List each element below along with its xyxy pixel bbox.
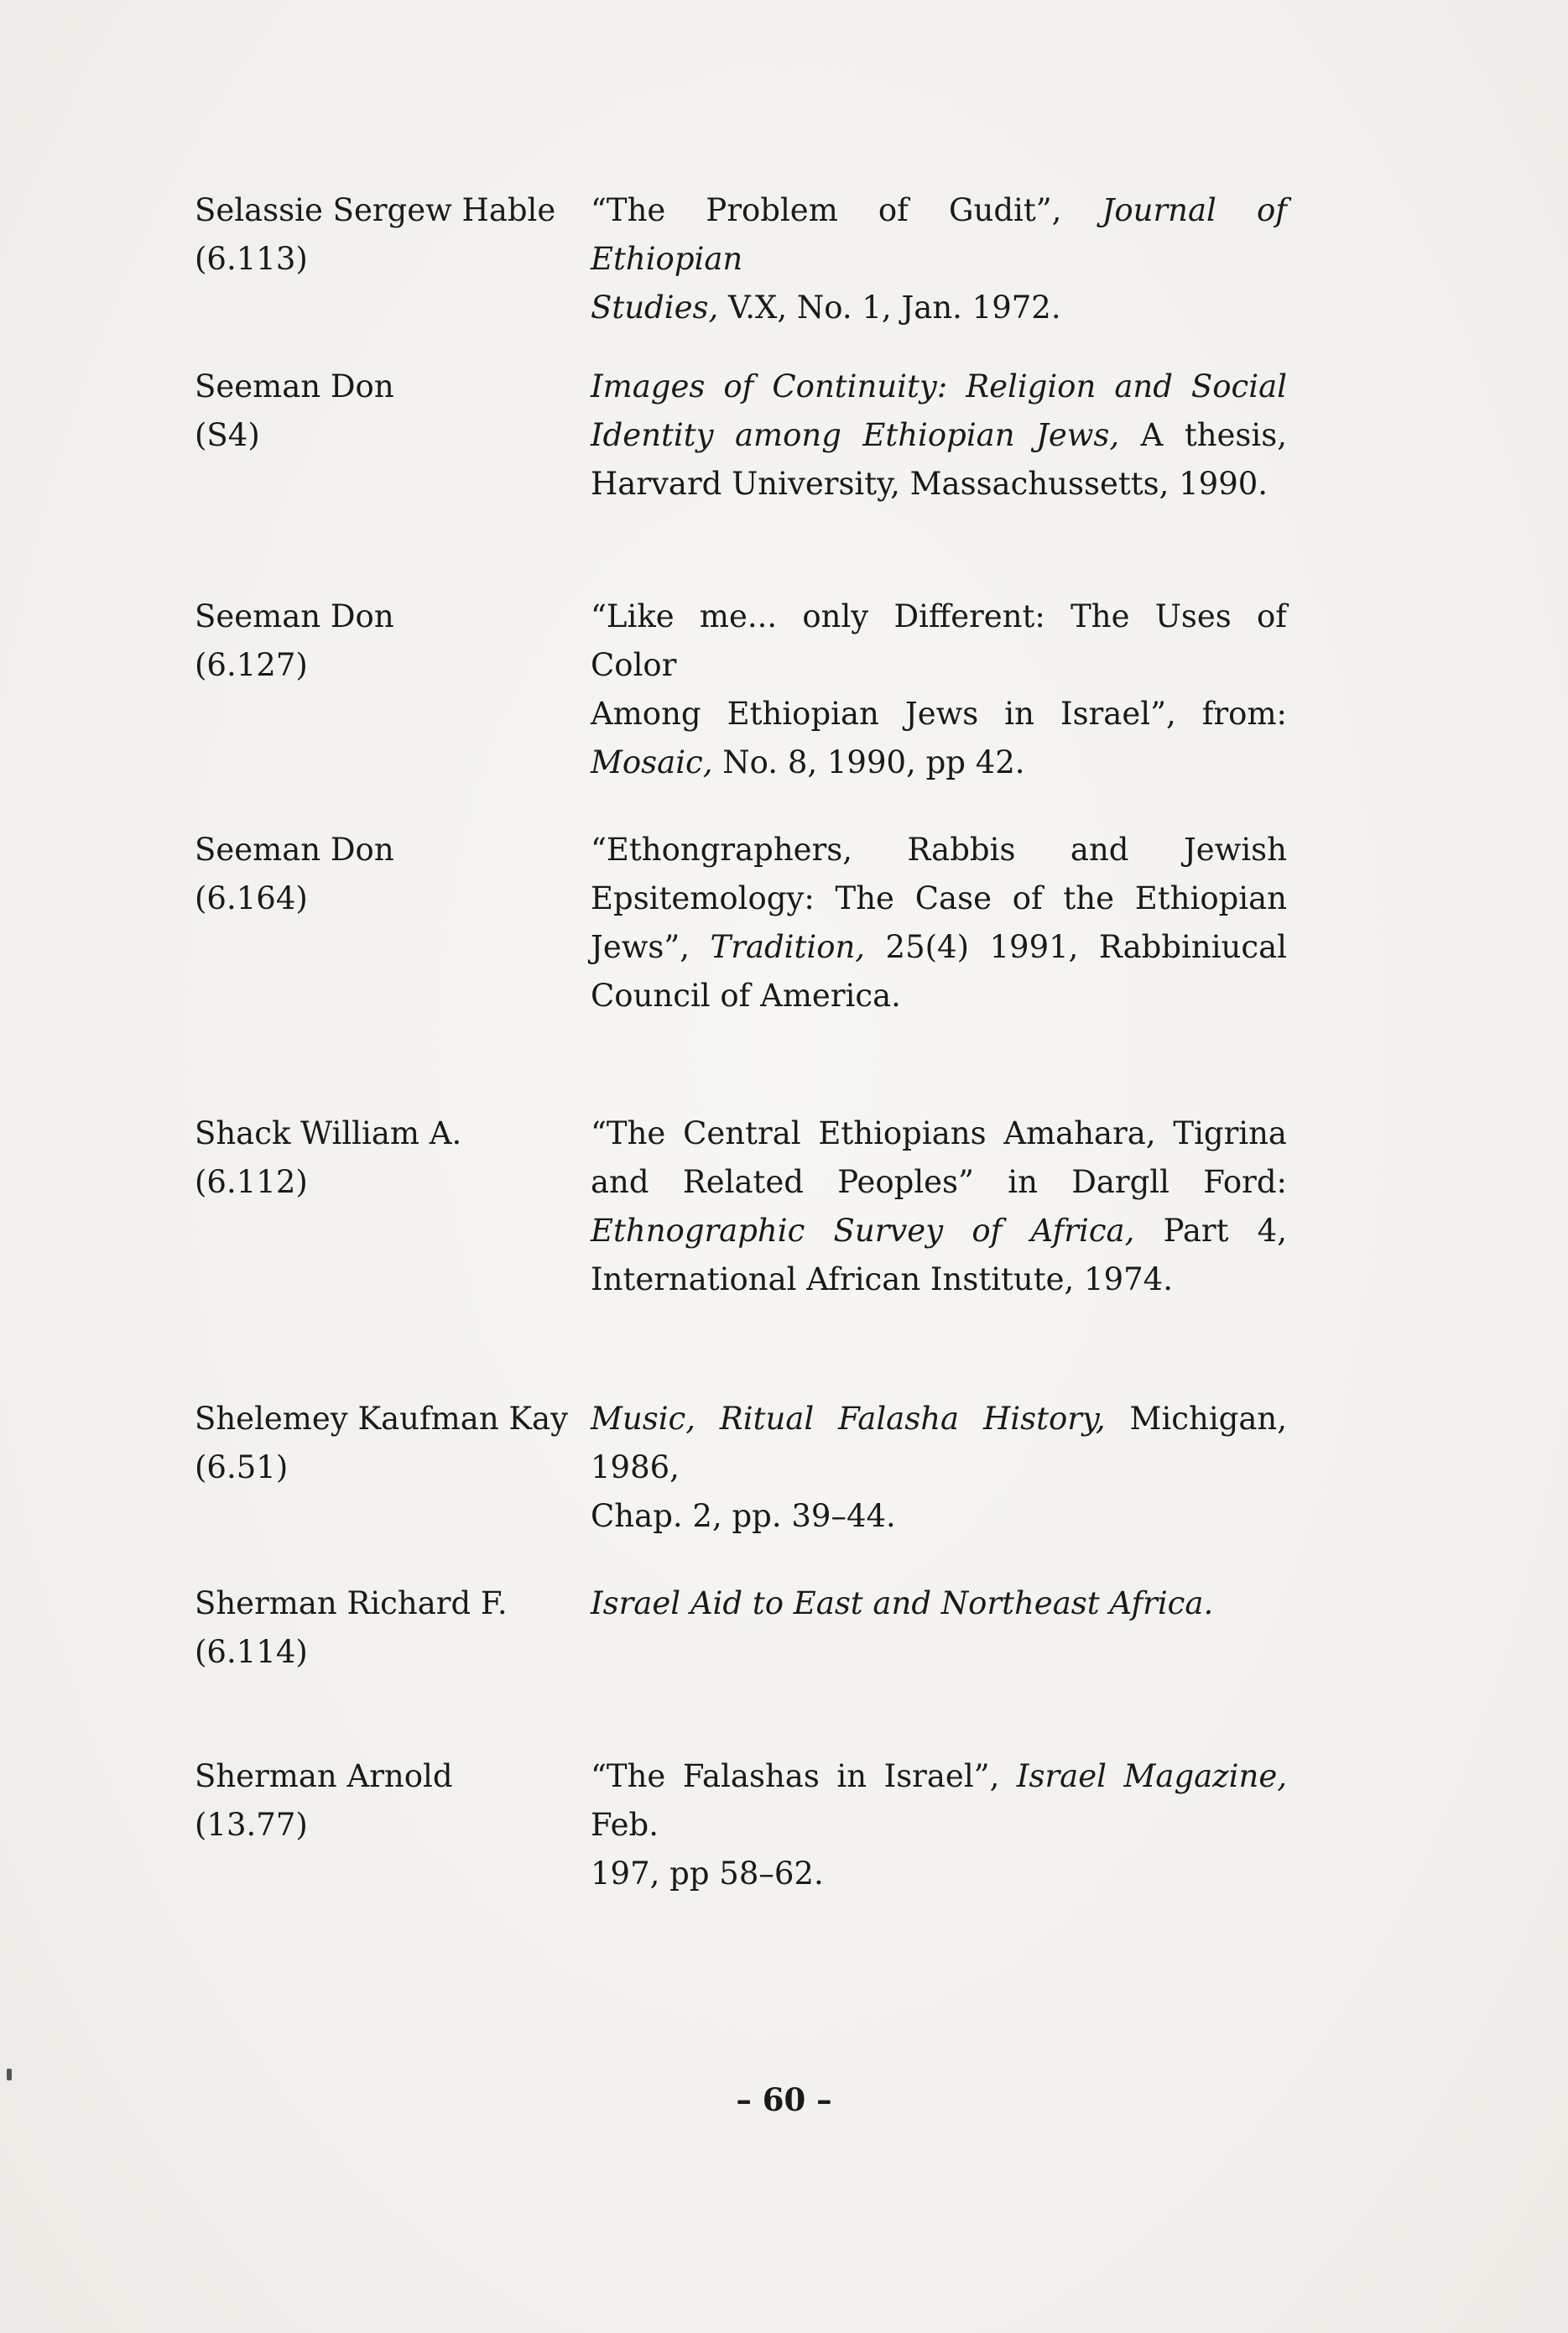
scan-mark [7, 2069, 12, 2080]
entry-author-block [195, 1395, 589, 1492]
page-number: – 60 – [736, 2081, 832, 2118]
entry-code: (6.114) [195, 1634, 308, 1670]
citation-line: “Like me... only Different: The Uses of Color [591, 598, 1287, 683]
citation-line: Mosaic, No. 8, 1990, pp 42. [591, 744, 1025, 780]
entry-author: Sherman Richard F. [195, 1585, 508, 1621]
citation-line: “The Problem of Gudit”, Journal of Ethiopian [591, 192, 1287, 277]
entry-citation [591, 592, 1287, 787]
citation-line: “Ethongraphers, Rabbis and Jewish [591, 832, 1287, 868]
entry-code: (6.51) [195, 1449, 289, 1485]
entry-code: (6.113) [195, 241, 308, 277]
entry-author: Selassie Sergew Hable [195, 192, 556, 228]
entry-author: Seeman Don [195, 832, 394, 868]
entry-code: (6.127) [195, 647, 308, 683]
citation-line: Chap. 2, pp. 39–44. [591, 1498, 896, 1534]
entry-author: Seeman Don [195, 598, 394, 634]
entry-code: (S4) [195, 417, 260, 453]
entry-author-block [195, 1109, 589, 1207]
entry-citation [591, 1579, 1287, 1628]
citation-line: Identity among Ethiopian Jews, A thesis, [591, 417, 1287, 453]
entry-author-block [195, 1752, 589, 1850]
entry-author: Shack William A. [195, 1115, 462, 1151]
citation-line: Images of Continuity: Religion and Social [591, 368, 1287, 404]
citation-line: Jews”, Tradition, 25(4) 1991, Rabbiniucal [591, 929, 1287, 965]
citation-line: Among Ethiopian Jews in Israel”, from: [591, 696, 1287, 732]
entry-author-block [195, 826, 589, 923]
entry-author-block [195, 363, 589, 460]
entry-author-block [195, 592, 589, 690]
citation-line: Music, Ritual Falasha History, Michigan, 1986, [591, 1401, 1287, 1485]
citation-line: Epsitemology: The Case of the Ethiopian [591, 880, 1287, 916]
entry-citation [591, 1395, 1287, 1541]
entry-author: Seeman Don [195, 368, 394, 404]
citation-line: “The Falashas in Israel”, Israel Magazine, Feb. [591, 1758, 1287, 1843]
citation-line: International African Institute, 1974. [591, 1261, 1173, 1297]
entry-citation [591, 363, 1287, 509]
citation-line: “The Central Ethiopians Amahara, Tigrina [591, 1115, 1287, 1151]
entry-author: Sherman Arnold [195, 1758, 453, 1794]
entry-code: (6.112) [195, 1164, 308, 1200]
entry-author: Shelemey Kaufman Kay [195, 1401, 569, 1437]
entry-citation [591, 186, 1287, 332]
citation-line: and Related Peoples” in Dargll Ford: [591, 1164, 1287, 1200]
entry-citation [591, 1109, 1287, 1304]
citation-line: Israel Aid to East and Northeast Africa. [591, 1585, 1214, 1621]
entry-citation [591, 826, 1287, 1020]
entry-code: (13.77) [195, 1807, 308, 1843]
entry-author-block [195, 1579, 589, 1677]
entry-citation [591, 1752, 1287, 1898]
entry-author-block [195, 186, 589, 284]
citation-line: Harvard University, Massachussetts, 1990. [591, 466, 1268, 502]
entry-code: (6.164) [195, 880, 308, 916]
citation-line: Studies, V.X, No. 1, Jan. 1972. [591, 290, 1061, 326]
citation-line: Council of America. [591, 978, 901, 1014]
citation-line: Ethnographic Survey of Africa, Part 4, [591, 1213, 1287, 1249]
citation-line: 197, pp 58–62. [591, 1855, 824, 1892]
